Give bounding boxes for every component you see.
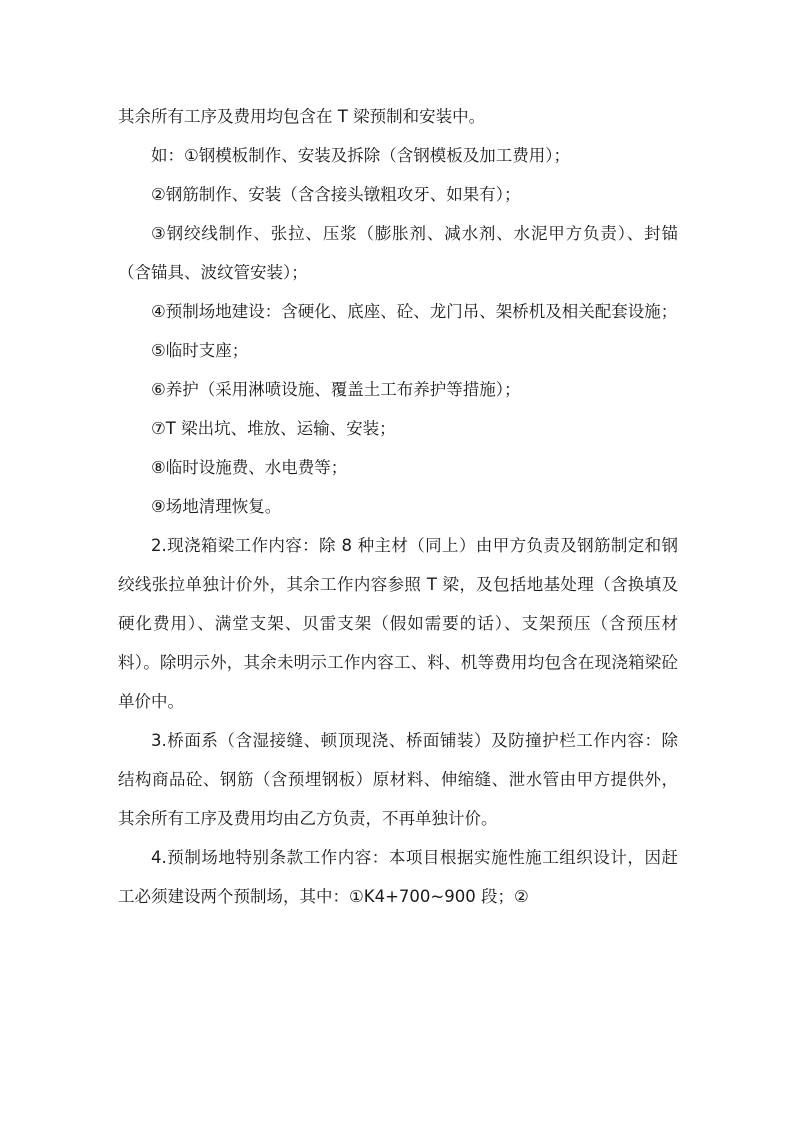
paragraph: ②钢筋制作、安装（含含接头镦粗攻牙、如果有）；: [151, 185, 521, 204]
paragraph: 4.预制场地特别条款工作内容：本项目根据实施性施工组织设计，因赶工必须建设两个预制场，其中：①K4+700~900 段；②: [118, 848, 678, 906]
paragraph: 3.桥面系（含湿接缝、顿顶现浇、桥面铺装）及防撞护栏工作内容：除结构商品砼、钢筋（含预埋钢板）原材料、伸缩缝、泄水管由甲方提供外，其余所有工序及费用均由乙方负责，不再单独计价。: [118, 731, 678, 828]
paragraph: ⑨场地清理恢复。: [151, 497, 282, 516]
paragraph: ③钢绞线制作、张拉、压浆（膨胀剂、减水剂、水泥甲方负责）、封锚（含锚具、波纹管安装）；: [118, 224, 678, 282]
paragraph: ⑥养护（采用淋喷设施、覆盖土工布养护等措施）；: [151, 380, 521, 399]
paragraph: 如：①钢模板制作、安装及拆除（含钢模板及加工费用）；: [151, 146, 571, 165]
paragraph: 2.现浇箱梁工作内容：除 8 种主材（同上）由甲方负责及钢筋制定和钢绞线张拉单独计价外，其余工作内容参照 T 梁，及包括地基处理（含换填及硬化费用）、满堂支架、贝雷支架（假如需要的话）、支架预压（含预压材料）。除明示外，其余未明示工作内容工、料、机等费用均包含在现浇箱梁砼单价中。: [118, 536, 678, 711]
document-body: [118, 97, 678, 916]
paragraph: 其余所有工序及费用均包含在 T 梁预制和安装中。: [118, 107, 486, 126]
paragraph: ⑦T 梁出坑、堆放、运输、安装；: [151, 419, 396, 438]
paragraph: ⑧临时设施费、水电费等；: [151, 458, 348, 477]
paragraph: ⑤临时支座；: [151, 341, 249, 360]
paragraph: ④预制场地建设：含硬化、底座、砼、龙门吊、架桥机及相关配套设施；: [151, 302, 678, 321]
